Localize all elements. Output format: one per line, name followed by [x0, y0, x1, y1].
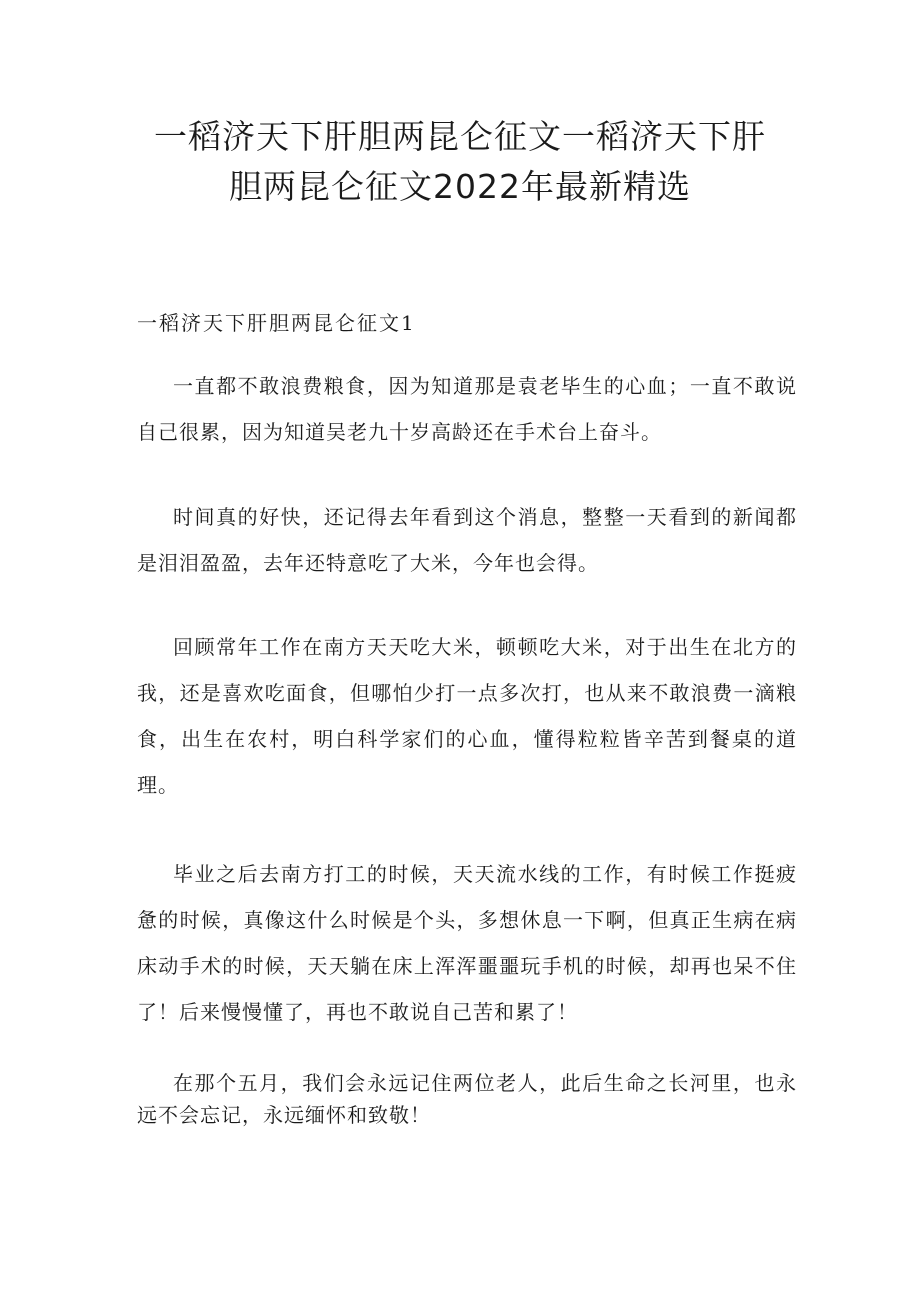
document-title-line-2: 胆两昆仑征文2022年最新精选 — [229, 167, 691, 206]
paragraph-5: 在那个五月，我们会永远记住两位老人，此后生命之长河里，也永远不会忘记，永远缅怀和致敬！ — [137, 1071, 797, 1127]
paragraph-4: 毕业之后去南方打工的时候，天天流水线的工作，有时候工作挺疲惫的时候，真像这什么时候是个头，多想休息一下啊，但真正生病在病床动手术的时候，天天躺在床上浑浑噩噩玩手机的时候，却再也呆不住了！后来慢慢懂了，再也不敢说自己苦和累了！ — [137, 862, 797, 1024]
paragraph-2: 时间真的好快，还记得去年看到这个消息，整整一天看到的新闻都是泪泪盈盈，去年还特意吃了大米，今年也会得。 — [137, 505, 797, 575]
document-title — [110, 112, 810, 212]
paragraph-3: 回顾常年工作在南方天天吃大米，顿顿吃大米，对于出生在北方的我，还是喜欢吃面食，但哪怕少打一点多次打，也从来不敢浪费一滴粮食，出生在农村，明白科学家们的心血，懂得粒粒皆辛苦到餐桌的道理。 — [137, 635, 797, 797]
paragraph-1: 一直都不敢浪费粮食，因为知道那是袁老毕生的心血；一直不敢说自己很累，因为知道吴老九十岁高龄还在手术台上奋斗。 — [137, 374, 797, 444]
document-title-line-1: 一稻济天下肝胆两昆仑征文一稻济天下肝 — [154, 117, 766, 156]
section-heading: 一稻济天下肝胆两昆仑征文1 — [137, 311, 416, 335]
